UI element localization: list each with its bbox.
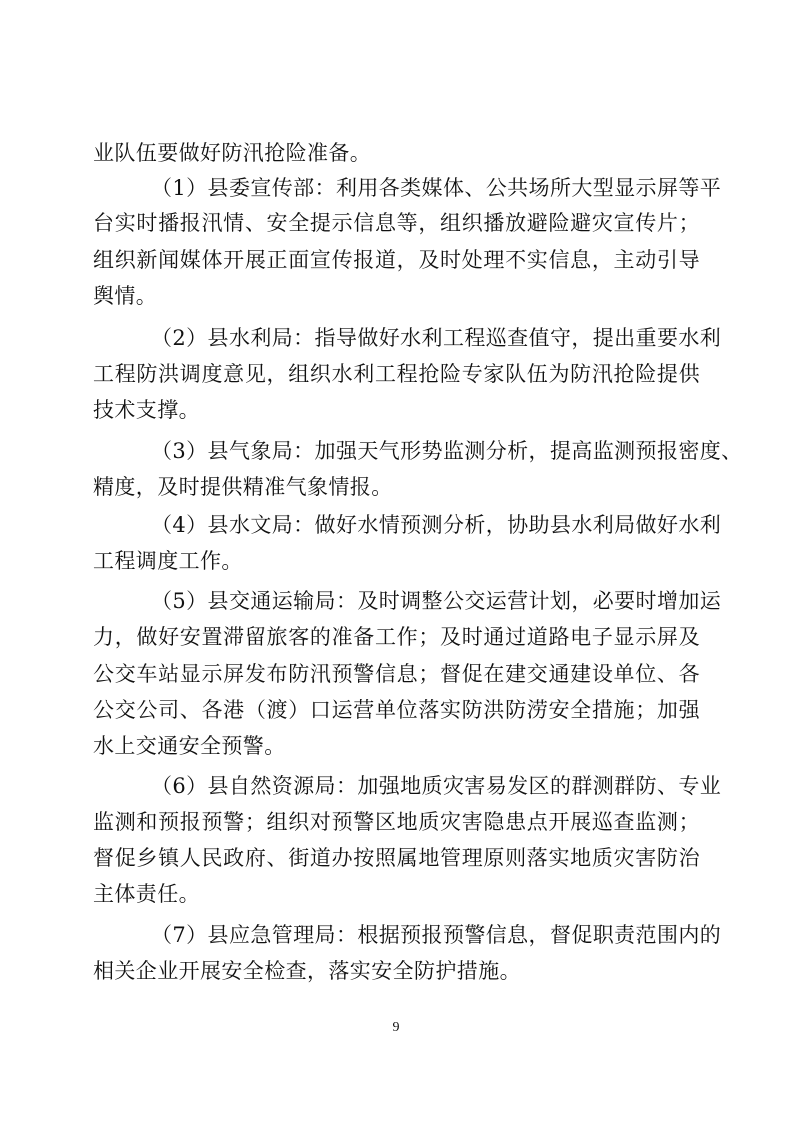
text-line: 工程防洪调度意见，组织水利工程抢险专家队伍为防汛抢险提供 <box>93 362 700 386</box>
page-number: 9 <box>392 1020 400 1035</box>
text-line: 力，做好安置滞留旅客的准备工作；及时通过道路电子显示屏及 <box>93 625 700 649</box>
text-line: （6）县自然资源局：加强地质灾害易发区的群测群防、专业 <box>151 774 722 798</box>
text-line: 监测和预报预警；组织对预警区地质灾害隐患点开展巡查监测； <box>93 810 700 834</box>
text-line: 督促乡镇人民政府、街道办按照属地管理原则落实地质灾害防治 <box>93 846 700 870</box>
text-line: （2）县水利局：指导做好水利工程巡查值守，提出重要水利 <box>151 326 722 350</box>
text-line: 公交车站显示屏发布防汛预警信息；督促在建交通建设单位、各 <box>93 662 700 686</box>
text-line: 水上交通安全预警。 <box>93 734 286 758</box>
text-line: （1）县委宣传部：利用各类媒体、公共场所大型显示屏等平 <box>151 176 722 200</box>
text-line: 公交公司、各港（渡）口运营单位落实防洪防涝安全措施；加强 <box>93 698 700 722</box>
text-line: 精度，及时提供精准气象情报。 <box>93 475 393 499</box>
text-line: （5）县交通运输局：及时调整公交运营计划，必要时增加运 <box>151 589 722 613</box>
text-line: 相关企业开展安全检查，落实安全防护措施。 <box>93 959 521 983</box>
text-line: （7）县应急管理局：根据预报预警信息，督促职责范围内的 <box>151 923 722 947</box>
text-line: 技术支撑。 <box>93 398 200 422</box>
text-line: 组织新闻媒体开展正面宣传报道，及时处理不实信息，主动引导 <box>93 248 700 272</box>
text-line: 舆情。 <box>93 284 158 308</box>
text-line: 工程调度工作。 <box>93 549 243 573</box>
text-line: （4）县水文局：做好水情预测分析，协助县水利局做好水利 <box>151 513 722 537</box>
text-line: 业队伍要做好防汛抢险准备。 <box>93 141 372 165</box>
text-line: 台实时播报汛情、安全提示信息等，组织播放避险避灾宣传片； <box>93 211 700 235</box>
text-line: 主体责任。 <box>93 882 200 906</box>
text-line: （3）县气象局：加强天气形势监测分析，提高监测预报密度、 <box>151 439 743 463</box>
